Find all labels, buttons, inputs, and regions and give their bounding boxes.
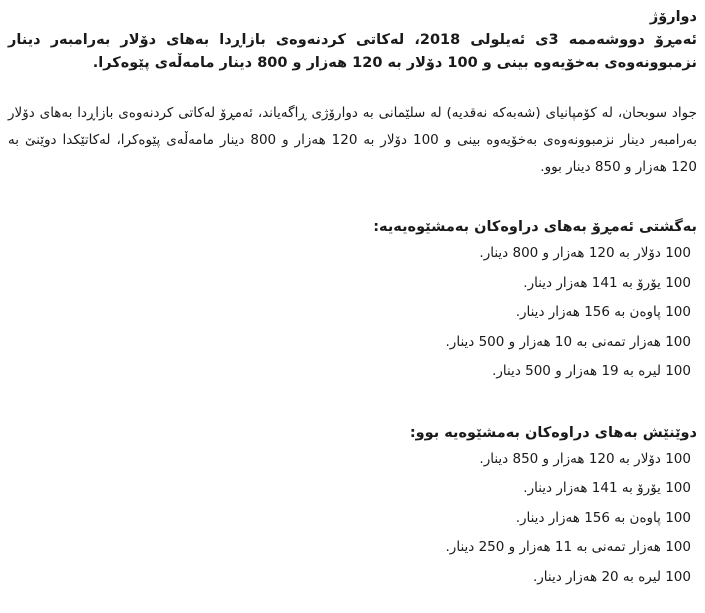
today-rates-title: بەگشتی ئەمڕۆ بەهای دراوەکان بەمشێوەیەیە: (373, 219, 697, 235)
yesterday-rates-title: دوێنێش بەهای دراوەکان بەمشێوەیە بوو: (409, 424, 697, 441)
today-rates-section (8, 215, 697, 387)
yesterday-rates-section (8, 421, 697, 593)
yesterday-rates-list (8, 445, 697, 593)
rate-item-lira: 100 لیرە بە 19 هەزار و 500 دینار. (492, 363, 691, 379)
rate-item-toman: 100 هەزار تمەنی بە 11 هەزار و 250 دینار. (445, 539, 691, 555)
source-label: دوارۆژ (649, 9, 697, 25)
rate-item-toman: 100 هەزار تمەنی بە 10 هەزار و 500 دینار. (445, 333, 691, 350)
rate-item-euro: 100 یۆرۆ بە 141 هەزار دینار. (523, 480, 691, 496)
rate-item-lira: 100 لیرە بە 20 هەزار دینار. (532, 568, 691, 585)
rate-item-usd: 100 دۆلار بە 120 هەزار و 850 دینار. (479, 450, 691, 467)
rate-item-pound: 100 پاوەن بە 156 هەزار دینار. (515, 304, 691, 320)
rate-item-pound: 100 پاوەن بە 156 هەزار دینار. (515, 509, 691, 526)
rate-item-usd: 100 دۆلار بە 120 هەزار و 800 دینار. (479, 245, 691, 261)
headline-text: ئەمڕۆ دووشەممە 3ی ئەیلولی 2018، لەکاتی کردنەوەی بازاڕدا بەهای دۆلار بەرامبەر دینار نزمبوونەوەی بەخۆیەوە بینی و 100 دۆلار بە 120 هەزار و 800 دینار مامەڵەی پێوەکرا. (8, 32, 697, 71)
rate-item-euro: 100 یۆرۆ بە 141 هەزار دینار. (523, 274, 691, 291)
today-rates-list (8, 239, 697, 387)
article-body: جواد سوبحان، لە کۆمپانیای (شەبەکە نەقدیە) لە سلێمانی بە دوارۆژی ڕاگەیاند، ئەمڕۆ لەکاتی کردنەوەی بازاڕدا بەهای دۆلار بەرامبەر دینار نزمبوونەوەی بەخۆیەوە بینی و 100 دۆلار بە 120 هەزار و 800 دینار مامەڵەی پێوەکرا، لەکاتێکدا دوێنێ بە 120 هەزار و 850 دینار بوو. (8, 105, 697, 175)
article-lead (8, 6, 697, 75)
